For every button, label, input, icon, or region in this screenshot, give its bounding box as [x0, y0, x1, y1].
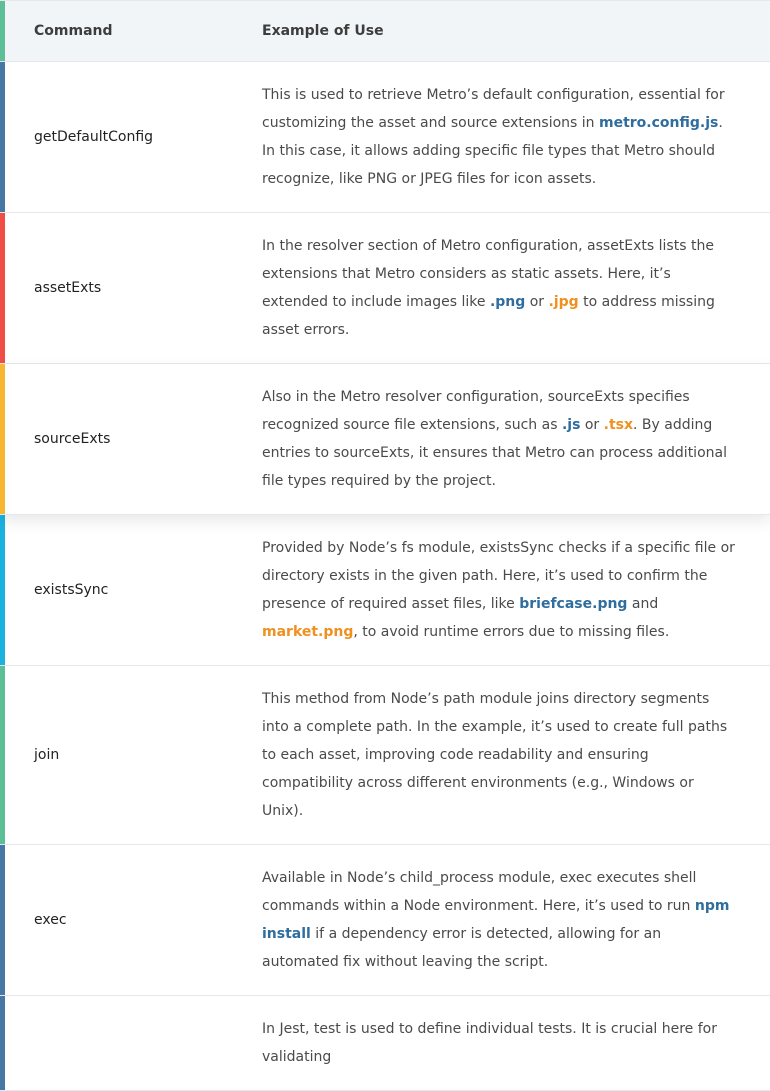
row-accent-bar — [0, 1, 5, 61]
command-cell: existsSync — [34, 582, 109, 598]
code-highlight: market.png — [262, 624, 354, 640]
example-text: In the resolver section of Metro configuration, assetExts lists the extensions that Metro considers as static assets. Here, it’s extended to include images like — [262, 238, 714, 310]
example-text: . By adding entries to sourceExts, it ensures that Metro can process additional file types required by the project. — [262, 417, 727, 489]
command-cell: sourceExts — [34, 431, 111, 447]
command-cell: join — [34, 747, 60, 763]
example-text: to address missing asset errors. — [262, 294, 715, 338]
table-row — [0, 845, 770, 996]
row-accent-bar — [0, 62, 5, 212]
code-highlight: .jpg — [548, 294, 579, 310]
example-text: Available in Node’s child_process module, exec executes shell commands within a Node environment. Here, it’s used to run — [262, 870, 697, 914]
row-accent-bar — [0, 515, 5, 665]
code-highlight: .png — [489, 294, 526, 310]
row-accent-bar — [0, 364, 5, 514]
example-text: In Jest, test is used to define individual tests. It is crucial here for validating — [262, 1021, 717, 1065]
code-highlight: .tsx — [603, 417, 634, 433]
example-text: This method from Node’s path module joins directory segments into a complete path. In the example, it’s used to create full paths to each asset, improving code readability and ensuring compatibility across different environments (e.g., Windows or Unix). — [262, 691, 728, 819]
example-text: , to avoid runtime errors due to missing files. — [353, 624, 670, 640]
code-highlight: briefcase.png — [519, 596, 628, 612]
code-highlight: metro.config.js — [598, 115, 719, 131]
example-text: or — [580, 417, 604, 433]
header-command: Command — [34, 23, 113, 39]
row-accent-bar — [0, 213, 5, 363]
command-cell: assetExts — [34, 280, 102, 296]
header-example: Example of Use — [262, 23, 384, 39]
table-row — [0, 666, 770, 845]
example-text: if a dependency error is detected, allowing for an automated fix without leaving the script. — [262, 926, 662, 970]
table-row — [0, 364, 770, 515]
example-cell — [262, 364, 770, 514]
code-highlight: .js — [561, 417, 581, 433]
row-accent-bar — [0, 666, 5, 844]
table-row — [0, 515, 770, 666]
row-accent-bar — [0, 845, 5, 995]
example-text: Provided by Node’s fs module, existsSync checks if a specific file or directory exists in the given path. Here, it’s used to confirm the presence of required asset files, like — [262, 540, 735, 612]
example-cell — [262, 213, 770, 363]
example-text: Also in the Metro resolver configuration, sourceExts specifies recognized source file extensions, such as — [262, 389, 690, 433]
command-cell: getDefaultConfig — [34, 129, 154, 145]
example-text: This is used to retrieve Metro’s default configuration, essential for customizing the asset and source extensions in — [262, 87, 725, 131]
example-cell — [262, 666, 770, 844]
table-row — [0, 213, 770, 364]
example-cell — [262, 515, 770, 665]
example-text: . In this case, it allows adding specific file types that Metro should recognize, like PNG or JPEG files for icon assets. — [262, 115, 723, 187]
table-row — [0, 62, 770, 213]
command-cell: exec — [34, 912, 67, 928]
example-cell — [262, 845, 770, 995]
example-cell — [262, 996, 770, 1090]
table-row — [0, 996, 770, 1091]
example-cell — [262, 62, 770, 212]
code-highlight: npm install — [262, 898, 730, 942]
example-text: or — [525, 294, 549, 310]
row-accent-bar — [0, 996, 5, 1090]
example-text: and — [627, 596, 659, 612]
table-header-row — [0, 0, 770, 62]
